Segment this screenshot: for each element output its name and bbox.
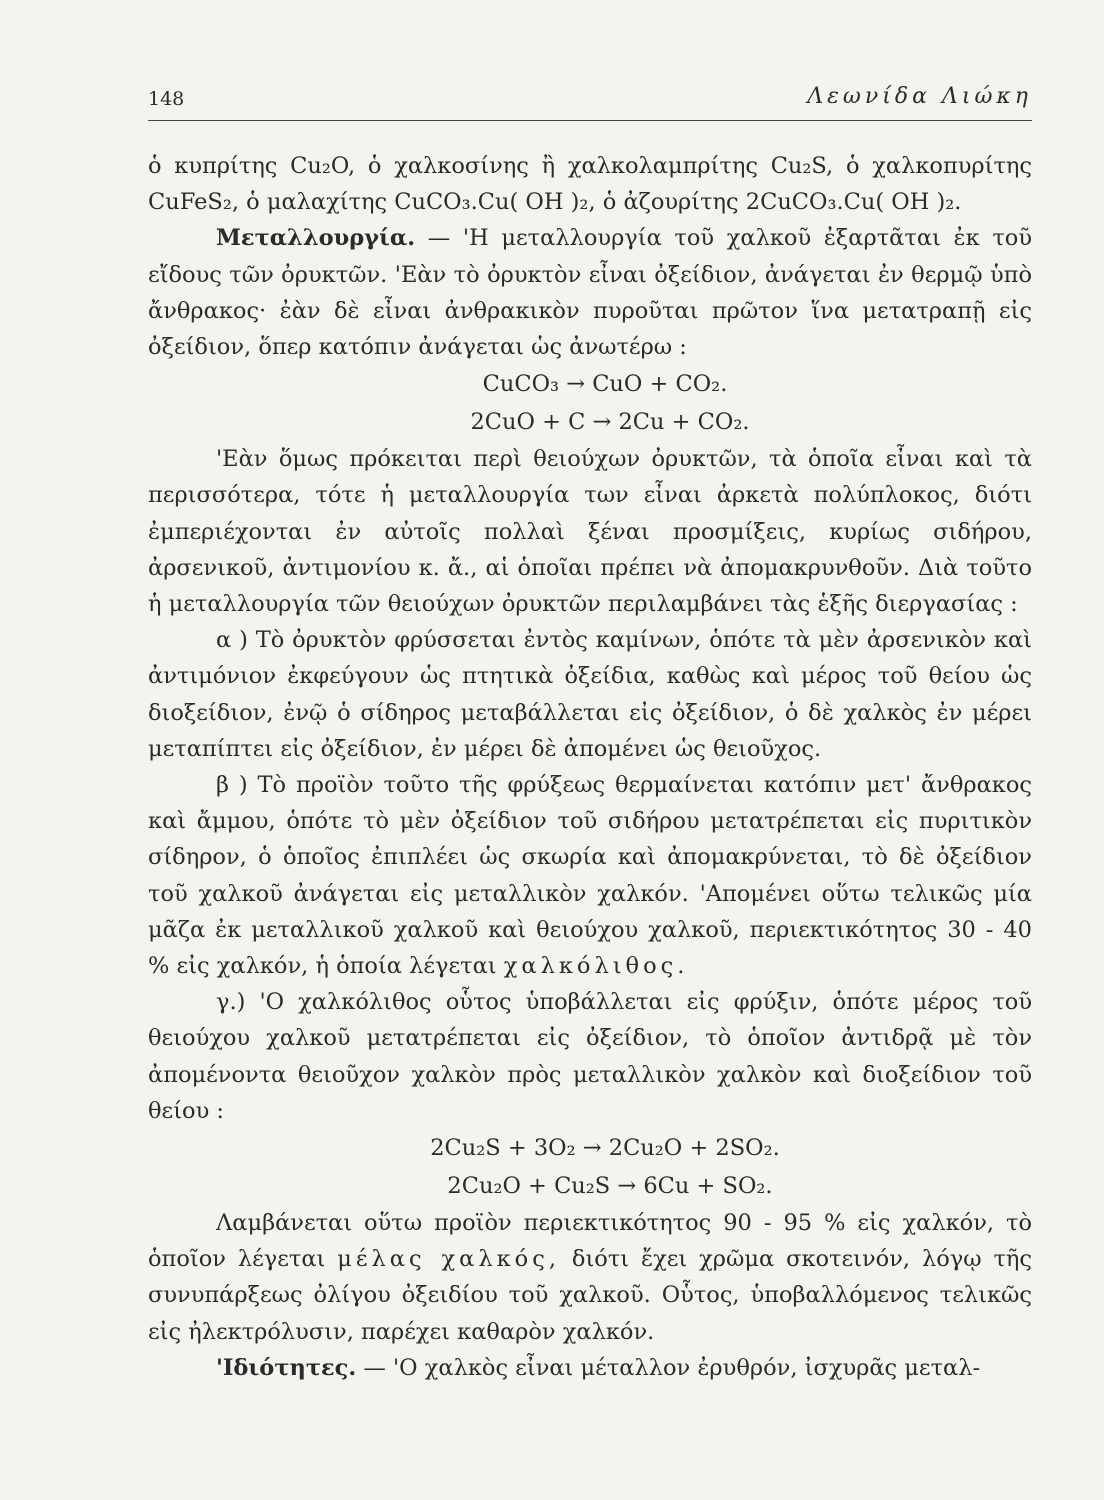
running-head: Λεωνίδα Λιώκη	[807, 84, 1032, 109]
page-number: 148	[148, 88, 185, 110]
page-header	[148, 84, 1032, 121]
paragraph-metallurgy	[148, 220, 1032, 365]
equation-2: 2CuO + C → 2Cu + CO₂.	[470, 409, 750, 436]
equation-3: 2Cu₂S + 3O₂ → 2Cu₂O + 2SO₂.	[430, 1135, 780, 1162]
equation-1: CuCO₃ → CuO + CO₂.	[482, 371, 728, 398]
paragraph-black-copper	[148, 1205, 1032, 1350]
term-melas-chalkos: μέλας χαλκός,	[337, 1246, 560, 1273]
paragraph-black-copper-text-2: διότι ἔχει χρῶμα σκοτεινόν, λόγῳ τῆς συνυπάρξεως ὀλίγου ὀξειδίου τοῦ χαλκοῦ. Οὗτος, ὑποβαλλόμενος τελικῶς εἰς ἠλεκτρόλυσιν, παρέχει καθαρὸν χαλκόν.	[148, 1246, 1033, 1345]
paragraph-properties	[148, 1350, 1032, 1386]
paragraph-properties-text: — 'Ο χαλκὸς εἶναι μέταλλον ἐρυθρόν, ἰσχυρᾶς μεταλ-	[356, 1354, 981, 1381]
paragraph-black-copper-text-1: Λαμβάνεται οὕτω προϊὸν περιεκτικότητος 90 - 95 % εἰς χαλκόν, τὸ ὁποῖον λέγεται	[148, 1210, 1032, 1273]
paragraph-step-b-text: β ) Τὸ προϊὸν τοῦτο τῆς φρύξεως θερμαίνεται κατόπιν μετ' ἄνθρακος καὶ ἄμμου, ὁπότε τὸ μὲν ὀξείδιον τοῦ σιδήρου μετατρέπεται εἰς πυριτικὸν σίδηρον, ὁ ὁποῖος ἐπιπλέει ὡς σκωρία καὶ ἀπομακρύνεται, τὸ δὲ ὀξείδιον τοῦ χαλκοῦ ἀνάγεται εἰς μεταλλικὸν χαλκόν. 'Απομένει οὕτω τελικῶς μία μᾶζα ἐκ μεταλλικοῦ χαλκοῦ καὶ θειούχου χαλκοῦ, περιεκτικότητος 30 - 40 % εἰς χαλκόν, ἡ ὁποία λέγεται	[148, 772, 1032, 980]
paragraph-metallurgy-text: — 'Η μεταλλουργία τοῦ χαλκοῦ ἐξαρτᾶται ἐκ τοῦ εἴδους τῶν ὀρυκτῶν. 'Εὰν τὸ ὀρυκτὸν εἶναι ὀξείδιον, ἀνάγεται ἐν θερμῷ ὑπὸ ἄνθρακος· ἐὰν δὲ εἶναι ἀνθρακικὸν πυροῦται πρῶτον ἵνα μετατραπῇ εἰς ὀξείδιον, ὅπερ κατόπιν ἀνάγεται ὡς ἀνωτέρω :	[148, 225, 1032, 361]
paragraph-minerals: ὁ κυπρίτης Cu₂O, ὁ χαλκοσίνης ἢ χαλκολαμπρίτης Cu₂S, ὁ χαλκοπυρίτης CuFeS₂, ὁ μαλαχίτης CuCO₃.Cu( OH )₂, ὁ ἀζουρίτης 2CuCO₃.Cu( OH )₂.	[148, 153, 1032, 216]
paragraph-step-a: α ) Τὸ ὀρυκτὸν φρύσσεται ἐντὸς καμίνων, ὁπότε τὰ μὲν ἀρσενικὸν καὶ ἀντιμόνιον ἐκφεύγουν ὡς πτητικὰ ὀξείδια, καθὼς καὶ μέρος τοῦ θείου ὡς διοξείδιον, ἐνῷ ὁ σίδηρος μεταβάλλεται εἰς ὀξείδιον, ὁ δὲ χαλκὸς ἐν μέρει μεταπίπτει εἰς ὀξείδιον, ἐν μέρει δὲ ἀπομένει ὡς θειοῦχος.	[148, 627, 1032, 762]
page-body	[148, 148, 1032, 1386]
term-chalkolithos: χαλκόλιθος.	[503, 953, 689, 980]
paragraph-sulfide-ores: 'Εὰν ὅμως πρόκειται περὶ θειούχων ὀρυκτῶν, τὰ ὁποῖα εἶναι καὶ τὰ περισσότερα, τότε ἡ μεταλλουργία των εἶναι ἀρκετὰ πολύπλοκος, διότι ἐμπεριέχονται ἐν αὐτοῖς πολλαὶ ξέναι προσμίξεις, κυρίως σιδήρου, ἀρσενικοῦ, ἀντιμονίου κ. ἄ., αἱ ὁποῖαι πρέπει νὰ ἀπομακρυνθοῦν. Διὰ τοῦτο ἡ μεταλλουργία τῶν θειούχων ὀρυκτῶν περιλαμβάνει τὰς ἑξῆς διεργασίας :	[148, 446, 1032, 618]
paragraph-step-b	[148, 767, 1032, 984]
paragraph-step-c: γ.) 'Ο χαλκόλιθος οὗτος ὑποβάλλεται εἰς φρύξιν, ὁπότε μέρος τοῦ θειούχου χαλκοῦ μετατρέπεται εἰς ὀξείδιον, τὸ ὁποῖον ἀντιδρᾷ μὲ τὸν ἀπομένοντα θειοῦχον χαλκὸν πρὸς μεταλλικὸν χαλκὸν καὶ διοξείδιον τοῦ θείου :	[148, 989, 1032, 1124]
section-heading-properties: 'Ιδιότητες.	[216, 1354, 357, 1381]
section-heading-metallurgy: Μεταλλουργία.	[216, 225, 416, 252]
equation-4: 2Cu₂O + Cu₂S → 6Cu + SO₂.	[447, 1173, 773, 1200]
